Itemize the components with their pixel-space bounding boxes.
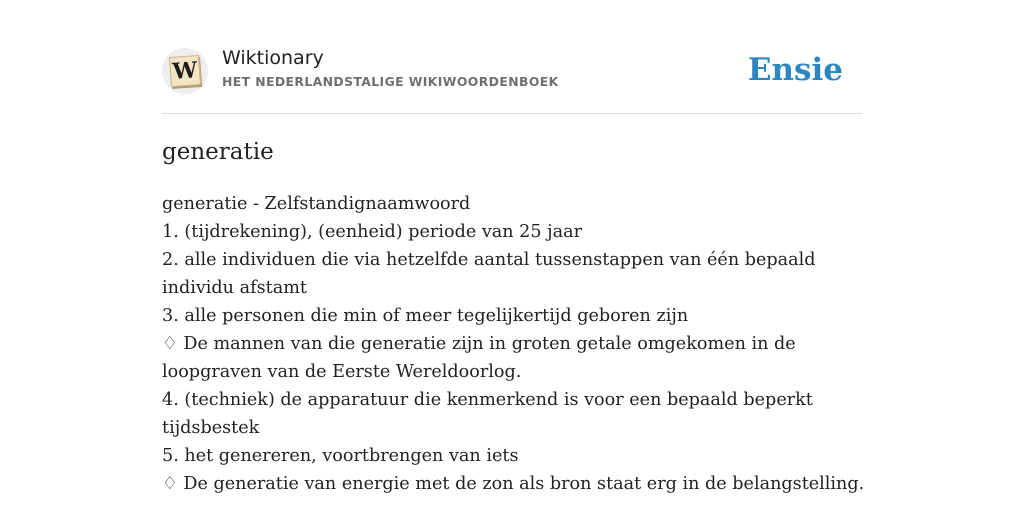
definition-line: 4. (techniek) de apparatuur die kenmerkend is voor een bepaald beperkt [162,390,813,410]
example-line: loopgraven van de Eerste Wereldoorlog. [162,362,522,382]
definition-line: individu afstamt [162,278,307,298]
header-divider [162,113,862,114]
entry-heading: generatie - Zelfstandignaamwoord [162,194,471,214]
site-name[interactable]: Wiktionary [222,47,324,69]
example-line: ♢ De mannen van die generatie zijn in groten getale omgekomen in de [162,334,796,354]
wiktionary-tile-icon: W [169,55,201,87]
ensie-logo[interactable]: Ensie [747,52,843,88]
site-tagline: HET NEDERLANDSTALIGE WIKIWOORDENBOEK [222,74,559,89]
definition-line: tijdsbestek [162,418,260,438]
definition-line: 3. alle personen die min of meer tegelijkertijd geboren zijn [162,306,689,326]
wiktionary-logo[interactable] [162,48,208,94]
definition-line: 2. alle individuen die via hetzelfde aantal tussenstappen van één bepaald [162,250,816,270]
page-title: generatie [162,139,274,165]
page-content [162,0,865,512]
definition-text [162,190,865,498]
definition-line: 5. het genereren, voortbrengen van iets [162,446,519,466]
example-line: ♢ De generatie van energie met de zon als bron staat erg in de belangstelling. [162,474,865,494]
site-header [162,46,862,96]
definition-line: 1. (tijdrekening), (eenheid) periode van 25 jaar [162,222,583,242]
